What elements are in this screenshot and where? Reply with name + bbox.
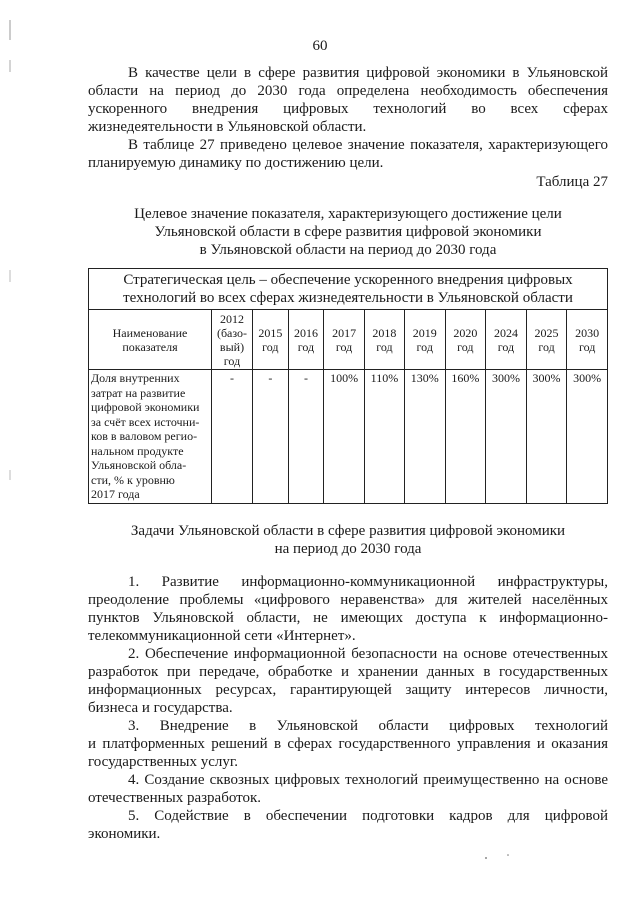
value-2024: 300% bbox=[486, 370, 527, 504]
indicator-name-cell bbox=[89, 370, 212, 504]
value-2030: 300% bbox=[567, 370, 608, 504]
value-2020: 160% bbox=[445, 370, 486, 504]
value-2025: 300% bbox=[526, 370, 567, 504]
year-2020-l1: 2020 bbox=[453, 325, 478, 340]
year-2019-l1: 2019 bbox=[412, 325, 437, 340]
task2-line3: информационных ресурсах, гарантирующей защиту интересов личности, bbox=[88, 682, 608, 698]
name-header-line1: Наименование bbox=[112, 325, 188, 340]
value-2016: - bbox=[288, 370, 324, 504]
task5-line2: экономики. bbox=[88, 826, 161, 842]
year-2018-l2: год bbox=[376, 339, 393, 354]
intro-p1-line2: области на период до 2030 года определена необходимость обеспечения bbox=[88, 83, 608, 99]
year-2015-l1: 2015 bbox=[258, 325, 283, 340]
page-number: 60 bbox=[312, 38, 328, 54]
indicator-line: за счёт всех источни- bbox=[91, 414, 200, 429]
year-2024-l2: год bbox=[497, 339, 515, 354]
indicator-line: сти, % к уровню bbox=[91, 472, 175, 487]
table-goal-row bbox=[89, 269, 608, 310]
indicator-line: затрат на развитие bbox=[91, 385, 186, 400]
task4-line2: отечественных разработок. bbox=[88, 790, 262, 806]
year-2012-l1: 2012 bbox=[220, 311, 244, 326]
year-2012-l2: (базо- bbox=[216, 325, 248, 340]
scan-specks bbox=[480, 852, 530, 864]
year-2017-l1: 2017 bbox=[332, 325, 357, 340]
goal-header-cell bbox=[89, 269, 608, 310]
year-header-2016 bbox=[288, 310, 324, 370]
year-2030-l2: год bbox=[578, 339, 596, 354]
year-2025-l1: 2025 bbox=[534, 325, 559, 340]
table-title-line2: Ульяновской области в сфере развития цифровой экономики bbox=[154, 224, 542, 240]
value-2018: 110% bbox=[364, 370, 404, 504]
goal-header-line2: технологий во всех сферах жизнедеятельности в Ульяновской области bbox=[123, 290, 573, 306]
tasks-title-line2: на период до 2030 года bbox=[274, 541, 422, 557]
indicator-line: Доля внутренних bbox=[91, 371, 180, 385]
year-2025-l2: год bbox=[538, 339, 555, 354]
year-header-2017 bbox=[324, 310, 365, 370]
value-2015: - bbox=[253, 370, 289, 504]
year-header-2019 bbox=[404, 310, 445, 370]
task1-line3: пунктов Ульяновской области, не имеющих доступа к информационно- bbox=[88, 610, 608, 626]
indicator-table bbox=[88, 268, 608, 504]
indicator-line: Ульяновской обла- bbox=[91, 458, 187, 472]
tasks-title-line1: Задачи Ульяновской области в сфере развития цифровой экономики bbox=[130, 523, 566, 539]
task3-line3: государственных услуг. bbox=[88, 754, 239, 770]
year-header-2015 bbox=[253, 310, 289, 370]
task2-line1: 2. Обеспечение информационной безопасности на основе отечественных bbox=[128, 646, 608, 662]
task1-line2: преодоление проблемы «цифрового неравенства» для жителей населённых bbox=[88, 592, 608, 608]
year-2012-l4: год bbox=[223, 353, 241, 368]
table-header-row bbox=[89, 310, 608, 370]
year-2016-l1: 2016 bbox=[293, 325, 318, 340]
intro-p1-line3: ускоренного внедрения цифровых технологий во всех сферах bbox=[88, 101, 608, 117]
task3-line1: 3. Внедрение в Ульяновской области цифровых технологий bbox=[128, 718, 608, 734]
year-2024-l1: 2024 bbox=[493, 325, 518, 340]
indicator-line: 2017 года bbox=[91, 487, 140, 501]
year-2015-l2: год bbox=[262, 339, 279, 354]
task1-line4: телекоммуникационной сети «Интернет». bbox=[88, 628, 356, 644]
table-label: Таблица 27 bbox=[536, 174, 608, 190]
year-header-2024 bbox=[486, 310, 527, 370]
scan-margin-marks bbox=[6, 0, 16, 905]
year-2018-l1: 2018 bbox=[372, 325, 397, 340]
year-header-2018 bbox=[364, 310, 404, 370]
value-2019: 130% bbox=[404, 370, 445, 504]
value-2012: - bbox=[212, 370, 253, 504]
year-2012-l3: вый) bbox=[219, 339, 245, 354]
indicator-line: нальном продукте bbox=[91, 443, 184, 458]
task2-line4: бизнеса и государства. bbox=[88, 700, 233, 716]
intro-p2-line2: планируемую динамику по достижению цели. bbox=[88, 155, 384, 171]
intro-p1-line4: жизнедеятельности в Ульяновской области. bbox=[88, 119, 367, 135]
year-2030-l1: 2030 bbox=[575, 325, 600, 340]
indicator-line: цифровой экономики bbox=[91, 400, 200, 414]
indicator-line: ков в валовом регио- bbox=[91, 429, 198, 443]
value-2017: 100% bbox=[324, 370, 365, 504]
intro-p2-line1: В таблице 27 приведено целевое значение показателя, характеризующего bbox=[128, 137, 608, 153]
year-2020-l2: год bbox=[457, 339, 474, 354]
table-title-line1: Целевое значение показателя, характеризующего достижение цели bbox=[134, 206, 562, 222]
name-header-cell bbox=[89, 310, 212, 370]
year-2017-l2: год bbox=[335, 339, 353, 354]
intro-p1-line1: В качестве цели в сфере развития цифровой экономики в Ульяновской bbox=[128, 65, 608, 81]
year-header-2012 bbox=[212, 310, 253, 370]
table-title-line3: в Ульяновской области на период до 2030 года bbox=[199, 242, 497, 258]
task2-line2: разработок при передаче, обработке и хранении данных в государственных bbox=[88, 664, 608, 680]
task1-line1: 1. Развитие информационно-коммуникационной инфраструктуры, bbox=[128, 574, 608, 590]
year-header-2030 bbox=[567, 310, 608, 370]
year-header-2020 bbox=[445, 310, 486, 370]
task5-line1: 5. Содействие в обеспечении подготовки кадров для цифровой bbox=[128, 808, 608, 824]
goal-header-line1: Стратегическая цель – обеспечение ускоренного внедрения цифровых bbox=[123, 272, 573, 288]
task3-line2: и платформенных решений в сферах государственного управления и оказания bbox=[88, 736, 608, 752]
year-2019-l2: год bbox=[416, 339, 433, 354]
table-row bbox=[89, 370, 608, 504]
year-header-2025 bbox=[526, 310, 567, 370]
year-2016-l2: год bbox=[297, 339, 315, 354]
name-header-line2: показателя bbox=[122, 339, 178, 354]
task4-line1: 4. Создание сквозных цифровых технологий преимущественно на основе bbox=[128, 772, 608, 788]
